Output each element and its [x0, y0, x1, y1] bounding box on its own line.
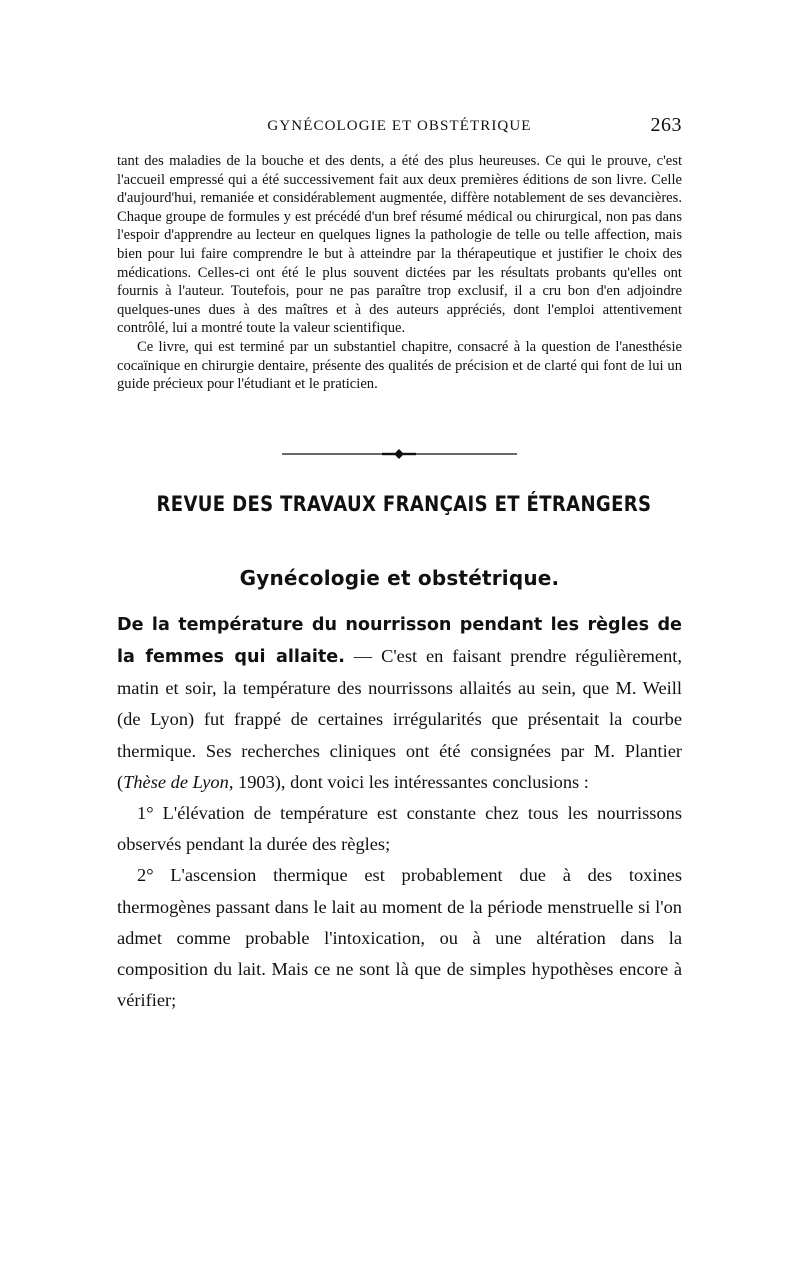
review-paragraph-2: Ce livre, qui est terminé par un substantiel chapitre, consacré à la question de l'anesthésie cocaïnique en chirurgie dentaire, présente des qualités de précision et de clarté qui font de lui un guide précieux pour l'étudiant et le praticien. — [117, 338, 682, 393]
subsection-heading: Gynécologie et obstétrique. — [239, 565, 560, 590]
thesis-citation: Thèse de Lyon — [123, 771, 229, 792]
article-intro-text-b: , 1903), dont voici les intéressantes conclusions : — [228, 771, 589, 792]
article-intro-paragraph — [117, 609, 682, 798]
article-title: De la température du nourrisson pendant les règles de la femmes qui allaite. — [117, 614, 682, 667]
section-divider-ornament — [117, 446, 682, 466]
section-heading: REVUE DES TRAVAUX FRANÇAIS ET ÉTRANGERS — [156, 491, 652, 516]
book-page — [117, 116, 682, 1016]
book-review-text — [117, 152, 682, 394]
page-number: 263 — [650, 114, 682, 136]
running-head — [117, 116, 682, 138]
article-intro-text-a: — C'est en faisant prendre régulièrement, matin et soir, la température des nourrissons allaités au sein, que M. Weill (de Lyon) fut frappé de certaines irrégularités que présentait la courbe thermique. Ses recherches cliniques ont été consignées par M. Plantier ( — [117, 645, 682, 792]
review-paragraph-1: tant des maladies de la bouche et des dents, a été des plus heureuses. Ce qui le prouve, c'est l'accueil empressé qui a été successivement fait aux deux premières éditions de son livre. Celle d'aujourd'hui, remaniée et considérablement augmentée, diffère notablement de ses devancières. Chaque groupe de formules y est précédé d'un bref résumé médical ou chirurgical, non pas dans l'espoir d'apprendre au lecteur en quelques lignes la pathologie de telle ou telle affection, mais bien pour lui faire comprendre le but à atteindre par la thérapeutique et justifier le choix des médications. Celles-ci ont été le plus souvent dictées par les résultats probants qu'elles ont fournis à l'auteur. Toutefois, pour ne pas paraître trop exclusif, il a cru bon d'en adjoindre quelques-unes dues à des maîtres et à des auteurs appréciés, dont l'emploi attentivement contrôlé, lui a montré toute la valeur scientifique. — [117, 153, 682, 337]
article-body — [117, 609, 682, 1017]
conclusion-point-1: 1° L'élévation de température est constante chez tous les nourrissons observés pendant la durée des règles; — [117, 802, 682, 855]
running-title: GYNÉCOLOGIE ET OBSTÉTRIQUE — [267, 118, 532, 134]
conclusion-point-2: 2° L'ascension thermique est probablement due à des toxines thermogènes passant dans le lait au moment de la période menstruelle si l'on admet comme probable l'intoxication, ou à une altération dans la composition du lait. Mais ce ne sont là que de simples hypothèses encore à vérifier; — [117, 865, 682, 1011]
divider-diamond-icon — [282, 448, 517, 460]
